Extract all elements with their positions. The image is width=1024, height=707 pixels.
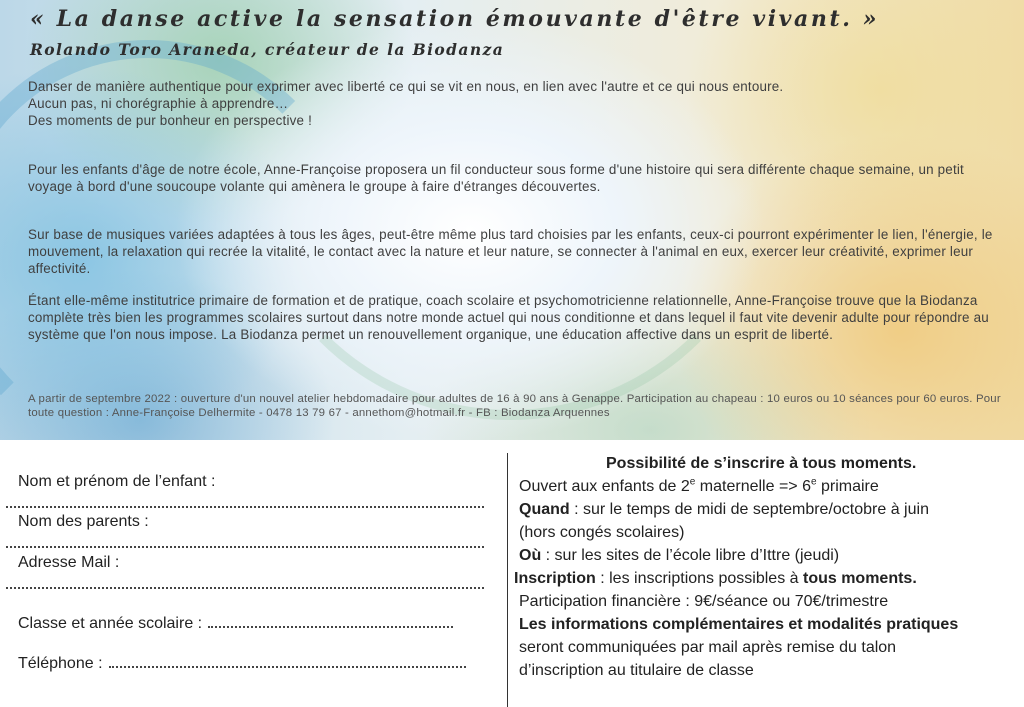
info-inscription: Inscription : les inscriptions possibles à tous moments. [514, 570, 917, 587]
child-name-label: Nom et prénom de l’enfant : [18, 473, 216, 490]
quote-title: « La danse active la sensation émouvante d'être vivant. » [30, 6, 880, 32]
phone-row [18, 655, 466, 673]
email-label: Adresse Mail : [18, 554, 120, 571]
class-field[interactable] [208, 626, 453, 628]
teacher-paragraph: Étant elle-même institutrice primaire de formation et de pratique, coach scolaire et psychomotricienne relationnelle, Anne-Françoise trouve que la Biodanza complète très bien les programmes scolaires surtout dans notre monde actuel qui nous conditionne et dans lequel il faut vite devenir adulte pour répondre au système que l'on nous impose. La Biodanza permet un renouvellement organique, une éducation affective dans un esprit de liberté. [28, 293, 989, 342]
class-row [18, 615, 453, 633]
info-price: Participation financière : 9€/séance ou 70€/trimestre [519, 593, 889, 610]
parents-label: Nom des parents : [18, 513, 149, 530]
email-field[interactable] [6, 587, 484, 589]
vertical-divider [507, 453, 508, 707]
parents-field[interactable] [6, 546, 484, 548]
info-details-line: d’inscription au titulaire de classe [519, 662, 754, 679]
info-details-line: seront communiquées par mail après remise du talon [519, 639, 897, 656]
registration-slip [0, 441, 1024, 707]
child-name-field[interactable] [6, 506, 484, 508]
class-label: Classe et année scolaire : [18, 615, 203, 632]
quote-author: Rolando Toro Araneda, créateur de la Biodanza [30, 40, 505, 59]
intro-paragraph: Danser de manière authentique pour exprimer avec liberté ce qui se vit en nous, en lien avec l'autre et ce qui nous entoure. Aucun pas, ni chorégraphie à apprendre… Des moments de pur bonheur en perspective ! [28, 79, 784, 128]
phone-label: Téléphone : [18, 655, 103, 672]
info-when-note: (hors congés scolaires) [519, 524, 685, 541]
info-details-title: Les informations complémentaires et modalités pratiques [519, 616, 959, 633]
info-when: Quand : sur le temps de midi de septembre/octobre à juin [519, 501, 929, 518]
info-title: Possibilité de s’inscrire à tous moments. [606, 455, 917, 472]
children-paragraph: Pour les enfants d'âge de notre école, Anne-Françoise proposera un fil conducteur sous forme d'une histoire qui sera différente chaque semaine, un petit voyage à bord d'une soucoupe volante qui amènera le groupe à faire d'étranges découvertes. [28, 162, 964, 194]
phone-field[interactable] [109, 666, 466, 668]
music-paragraph: Sur base de musiques variées adaptées à tous les âges, peut-être même plus tard choisies par les enfants, ceux-ci pourront expérimenter le lien, l'énergie, le mouvement, la relaxation qui recrée la vitalité, le contact avec la nature et leur nature, se connecter à l'animal en eux, exercer leur créativité, exprimer leur affectivité. [28, 227, 993, 276]
adult-workshop-note: A partir de septembre 2022 : ouverture d'un nouvel atelier hebdomadaire pour adultes de 16 à 90 ans à Genappe. Participation au chapeau : 10 euros ou 10 séances pour 60 euros. Pour toute question : Anne-Françoise Delhermite - 0478 13 79 67 - annethom@hotmail.fr - FB : Biodanza Arquennes [28, 393, 1001, 419]
info-open-to: Ouvert aux enfants de 2e maternelle => $6^e$ primaire [519, 476, 879, 495]
info-where: Où : sur les sites de l’école libre d’Ittre (jeudi) [519, 547, 840, 564]
